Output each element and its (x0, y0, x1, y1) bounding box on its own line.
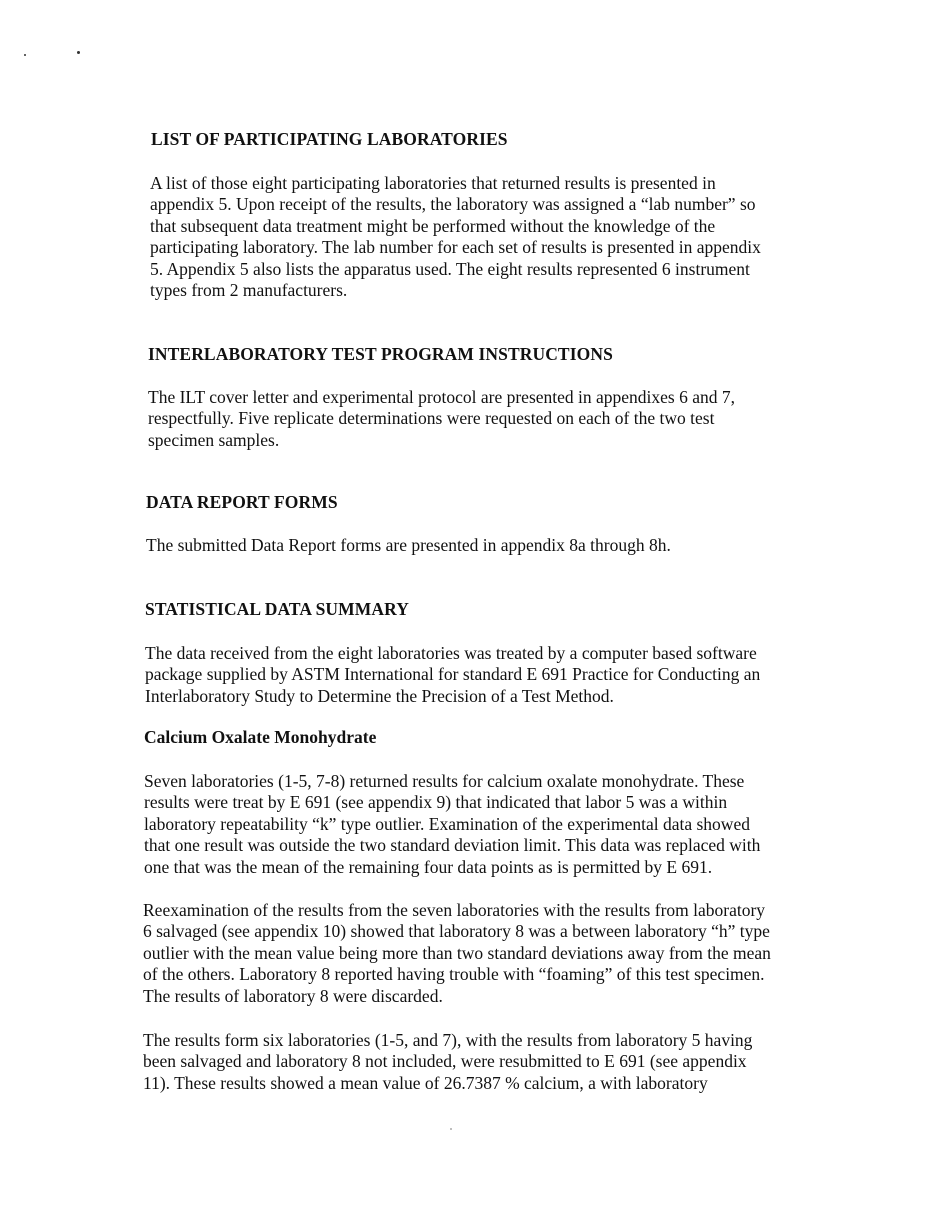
participating-laboratories-paragraph: A list of those eight participating laboratories that returned results is presented in appendix 5. Upon receipt of the results, the laboratory was assigned a “lab number” so that subsequent data treatment might be performed without the knowledge of the participating laboratory. The lab number for each set of results is presented in appendix 5. Appendix 5 also lists the apparatus used. The eight results represented 6 instrument types from 2 manufacturers. (150, 173, 761, 301)
scan-speck (77, 51, 80, 54)
section-heading-ilt-instructions: INTERLABORATORY TEST PROGRAM INSTRUCTIONS (148, 344, 613, 364)
ilt-instructions-paragraph: The ILT cover letter and experimental protocol are presented in appendixes 6 and 7, respectfully. Five replicate determinations were requested on each of the two test specimen samples. (148, 387, 736, 450)
scan-speck (24, 54, 26, 56)
calcium-paragraph-1: Seven laboratories (1-5, 7-8) returned results for calcium oxalate monohydrate. These results were treat by E 691 (see appendix 9) that indicated that labor 5 was a within laboratory repeatability “k” type outlier. Examination of the experimental data showed that one result was outside the two standard deviation limit. This data was replaced with one that was the mean of the remaining four data points as is permitted by E 691. (144, 771, 761, 877)
statistical-summary-paragraph: The data received from the eight laboratories was treated by a computer based software package supplied by ASTM International for standard E 691 Practice for Conducting an Interlaboratory Study to Determine the Precision of a Test Method. (145, 643, 761, 706)
data-report-forms-paragraph: The submitted Data Report forms are presented in appendix 8a through 8h. (146, 535, 671, 555)
subheading-calcium-oxalate: Calcium Oxalate Monohydrate (144, 727, 377, 747)
calcium-paragraph-2: Reexamination of the results from the seven laboratories with the results from laboratory 6 salvaged (see appendix 10) showed that laboratory 8 was a between laboratory “h” type outlier with the mean value being more than two standard deviations away from the mean of the others. Laboratory 8 reported having trouble with “foaming” of this test specimen. The results of laboratory 8 were discarded. (143, 900, 771, 1006)
calcium-paragraph-3: The results form six laboratories (1-5, and 7), with the results from laboratory 5 having been salvaged and laboratory 8 not included, were resubmitted to E 691 (see appendix 11). These results showed a mean value of 26.7387 % calcium, a with laboratory (143, 1030, 753, 1093)
section-heading-participating-laboratories: LIST OF PARTICIPATING LABORATORIES (151, 129, 508, 149)
section-heading-data-report-forms: DATA REPORT FORMS (146, 492, 338, 512)
scan-speck (450, 1128, 452, 1130)
section-heading-statistical-summary: STATISTICAL DATA SUMMARY (145, 599, 410, 619)
